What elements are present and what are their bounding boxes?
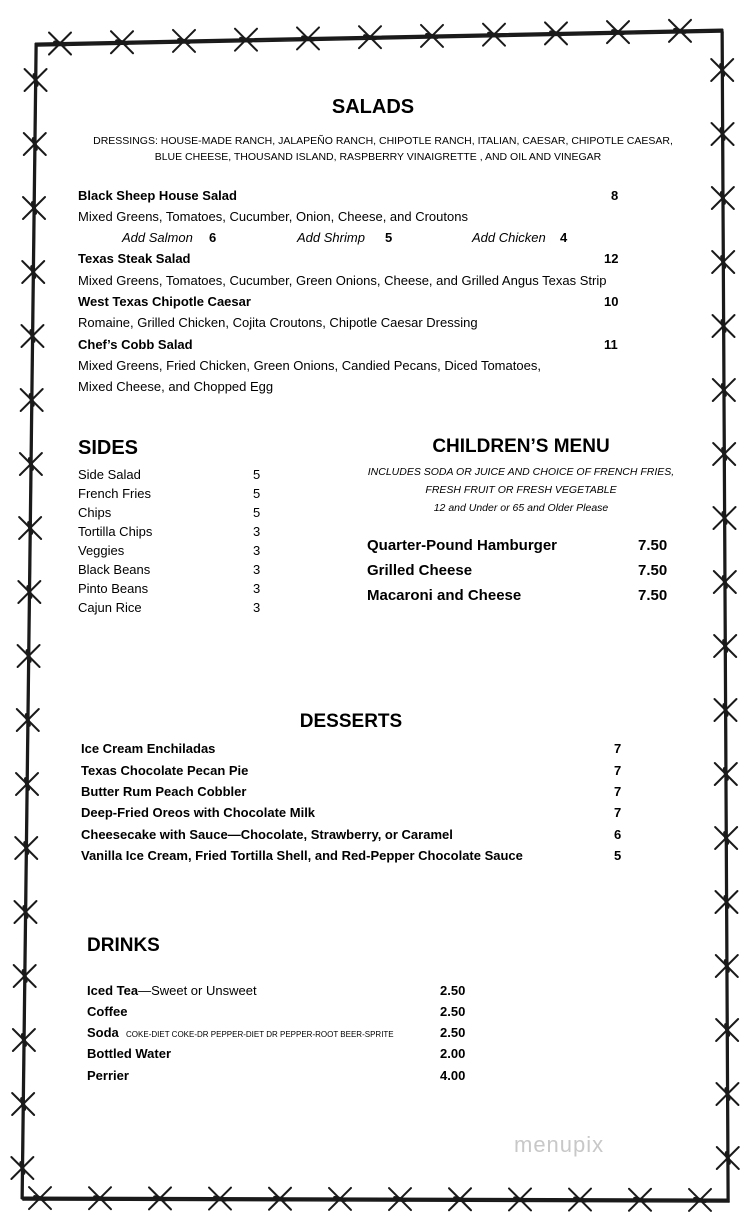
dessert-item-name: Vanilla Ice Cream, Fried Tortilla Shell, and Red-Pepper Chocolate Sauce — [81, 848, 523, 863]
drink-item-name: Soda — [87, 1025, 119, 1040]
dessert-item-name: Ice Cream Enchiladas — [81, 741, 216, 756]
kids-item-name: Macaroni and Cheese — [367, 587, 522, 604]
addon-price: 6 — [209, 230, 217, 245]
dessert-item-price: 7 — [614, 763, 622, 778]
salads-title: SALADS — [331, 96, 415, 118]
salad-item-name: Chef’s Cobb Salad — [78, 337, 193, 352]
menupix-watermark: menupix — [514, 1132, 605, 1157]
salad-item-price: 8 — [611, 188, 619, 203]
drink-item-name: Bottled Water — [87, 1046, 172, 1061]
salad-item-desc-2: Mixed Cheese, and Chopped Egg — [78, 379, 274, 394]
kids-item-name: Grilled Cheese — [367, 562, 473, 579]
side-item-name: Tortilla Chips — [78, 524, 153, 539]
salad-item-price: 11 — [604, 337, 618, 352]
side-item-name: French Fries — [78, 486, 151, 501]
addon-label: Add Salmon — [122, 230, 193, 245]
drink-item-name: Coffee — [87, 1004, 128, 1019]
drink-item-price: 2.50 — [440, 983, 466, 998]
childrens-note-3: 12 and Under or 65 and Older Please — [433, 502, 609, 514]
salad-item-name: West Texas Chipotle Caesar — [78, 294, 251, 309]
addon-price: 5 — [385, 230, 393, 245]
drink-item-note: COKE-DIET COKE-DR PEPPER-DIET DR PEPPER-ROOT BEER-SPRITE — [126, 1030, 394, 1039]
dessert-item-price: 7 — [614, 741, 622, 756]
salad-item-desc: Mixed Greens, Tomatoes, Cucumber, Green Onions, Cheese, and Grilled Angus Texas Strip — [78, 273, 607, 288]
childrens-menu-title: CHILDREN’S MENU — [432, 436, 610, 457]
desserts-title: DESSERTS — [299, 711, 403, 732]
side-item-price: 3 — [253, 524, 261, 539]
drinks-title: DRINKS — [87, 935, 160, 956]
side-item-price: 3 — [253, 581, 261, 596]
side-item-name: Pinto Beans — [78, 581, 149, 596]
dressings-line-1: DRESSINGS: HOUSE-MADE RANCH, JALAPEÑO RANCH, CHIPOTLE RANCH, ITALIAN, CAESAR, CHIPOTLE CAESAR, — [93, 135, 673, 147]
childrens-note-2: FRESH FRUIT OR FRESH VEGETABLE — [425, 484, 617, 496]
drink-item-name: Iced Tea — [87, 983, 139, 998]
addon-label: Add Chicken — [472, 230, 546, 245]
childrens-note-1: INCLUDES SODA OR JUICE AND CHOICE OF FRENCH FRIES, — [367, 466, 675, 478]
dessert-item-price: 7 — [614, 805, 622, 820]
side-item-name: Cajun Rice — [78, 600, 142, 615]
side-item-price: 5 — [253, 486, 261, 501]
sides-title: SIDES — [78, 437, 139, 459]
addon-price: 4 — [560, 230, 568, 245]
salad-item-desc: Romaine, Grilled Chicken, Cojita Croutons, Chipotle Caesar Dressing — [78, 315, 478, 330]
dessert-item-name: Butter Rum Peach Cobbler — [81, 784, 247, 799]
kids-item-price: 7.50 — [638, 537, 668, 554]
dessert-item-price: 7 — [614, 784, 622, 799]
dessert-item-name: Cheesecake with Sauce—Chocolate, Strawberry, or Caramel — [81, 827, 453, 842]
addon-label: Add Shrimp — [297, 230, 365, 245]
side-item-price: 3 — [253, 562, 261, 577]
side-item-price: 3 — [253, 600, 261, 615]
kids-item-name: Quarter-Pound Hamburger — [367, 537, 558, 554]
side-item-price: 3 — [253, 543, 261, 558]
kids-item-price: 7.50 — [638, 562, 668, 579]
salad-item-name: Texas Steak Salad — [78, 251, 191, 266]
drink-item — [87, 1025, 394, 1040]
salad-item-desc: Mixed Greens, Tomatoes, Cucumber, Onion, Cheese, and Croutons — [78, 209, 468, 224]
drink-item-price: 2.00 — [440, 1046, 466, 1061]
side-item-price: 5 — [253, 505, 261, 520]
side-item-name: Veggies — [78, 543, 125, 558]
drink-item-name: Perrier — [87, 1068, 129, 1083]
dessert-item-name: Deep-Fried Oreos with Chocolate Milk — [81, 805, 316, 820]
drink-item-sub: —Sweet or Unsweet — [138, 983, 257, 998]
salad-item-price: 10 — [604, 294, 619, 309]
drink-item — [87, 983, 257, 998]
dessert-item-price: 6 — [614, 827, 622, 842]
salad-item-desc: Mixed Greens, Fried Chicken, Green Onions, Candied Pecans, Diced Tomatoes, — [78, 358, 541, 373]
drink-item-price: 2.50 — [440, 1004, 466, 1019]
side-item-name: Black Beans — [78, 562, 151, 577]
drink-item-price: 2.50 — [440, 1025, 466, 1040]
dessert-item-price: 5 — [614, 848, 622, 863]
dessert-item-name: Texas Chocolate Pecan Pie — [81, 763, 249, 778]
kids-item-price: 7.50 — [638, 587, 668, 604]
side-item-price: 5 — [253, 467, 261, 482]
drink-item-price: 4.00 — [440, 1068, 466, 1083]
salad-item-price: 12 — [604, 251, 619, 266]
side-item-name: Side Salad — [78, 467, 141, 482]
salad-item-name: Black Sheep House Salad — [78, 188, 237, 203]
dressings-line-2: BLUE CHEESE, THOUSAND ISLAND, RASPBERRY VINAIGRETTE , AND OIL AND VINEGAR — [154, 151, 602, 163]
side-item-name: Chips — [78, 505, 112, 520]
